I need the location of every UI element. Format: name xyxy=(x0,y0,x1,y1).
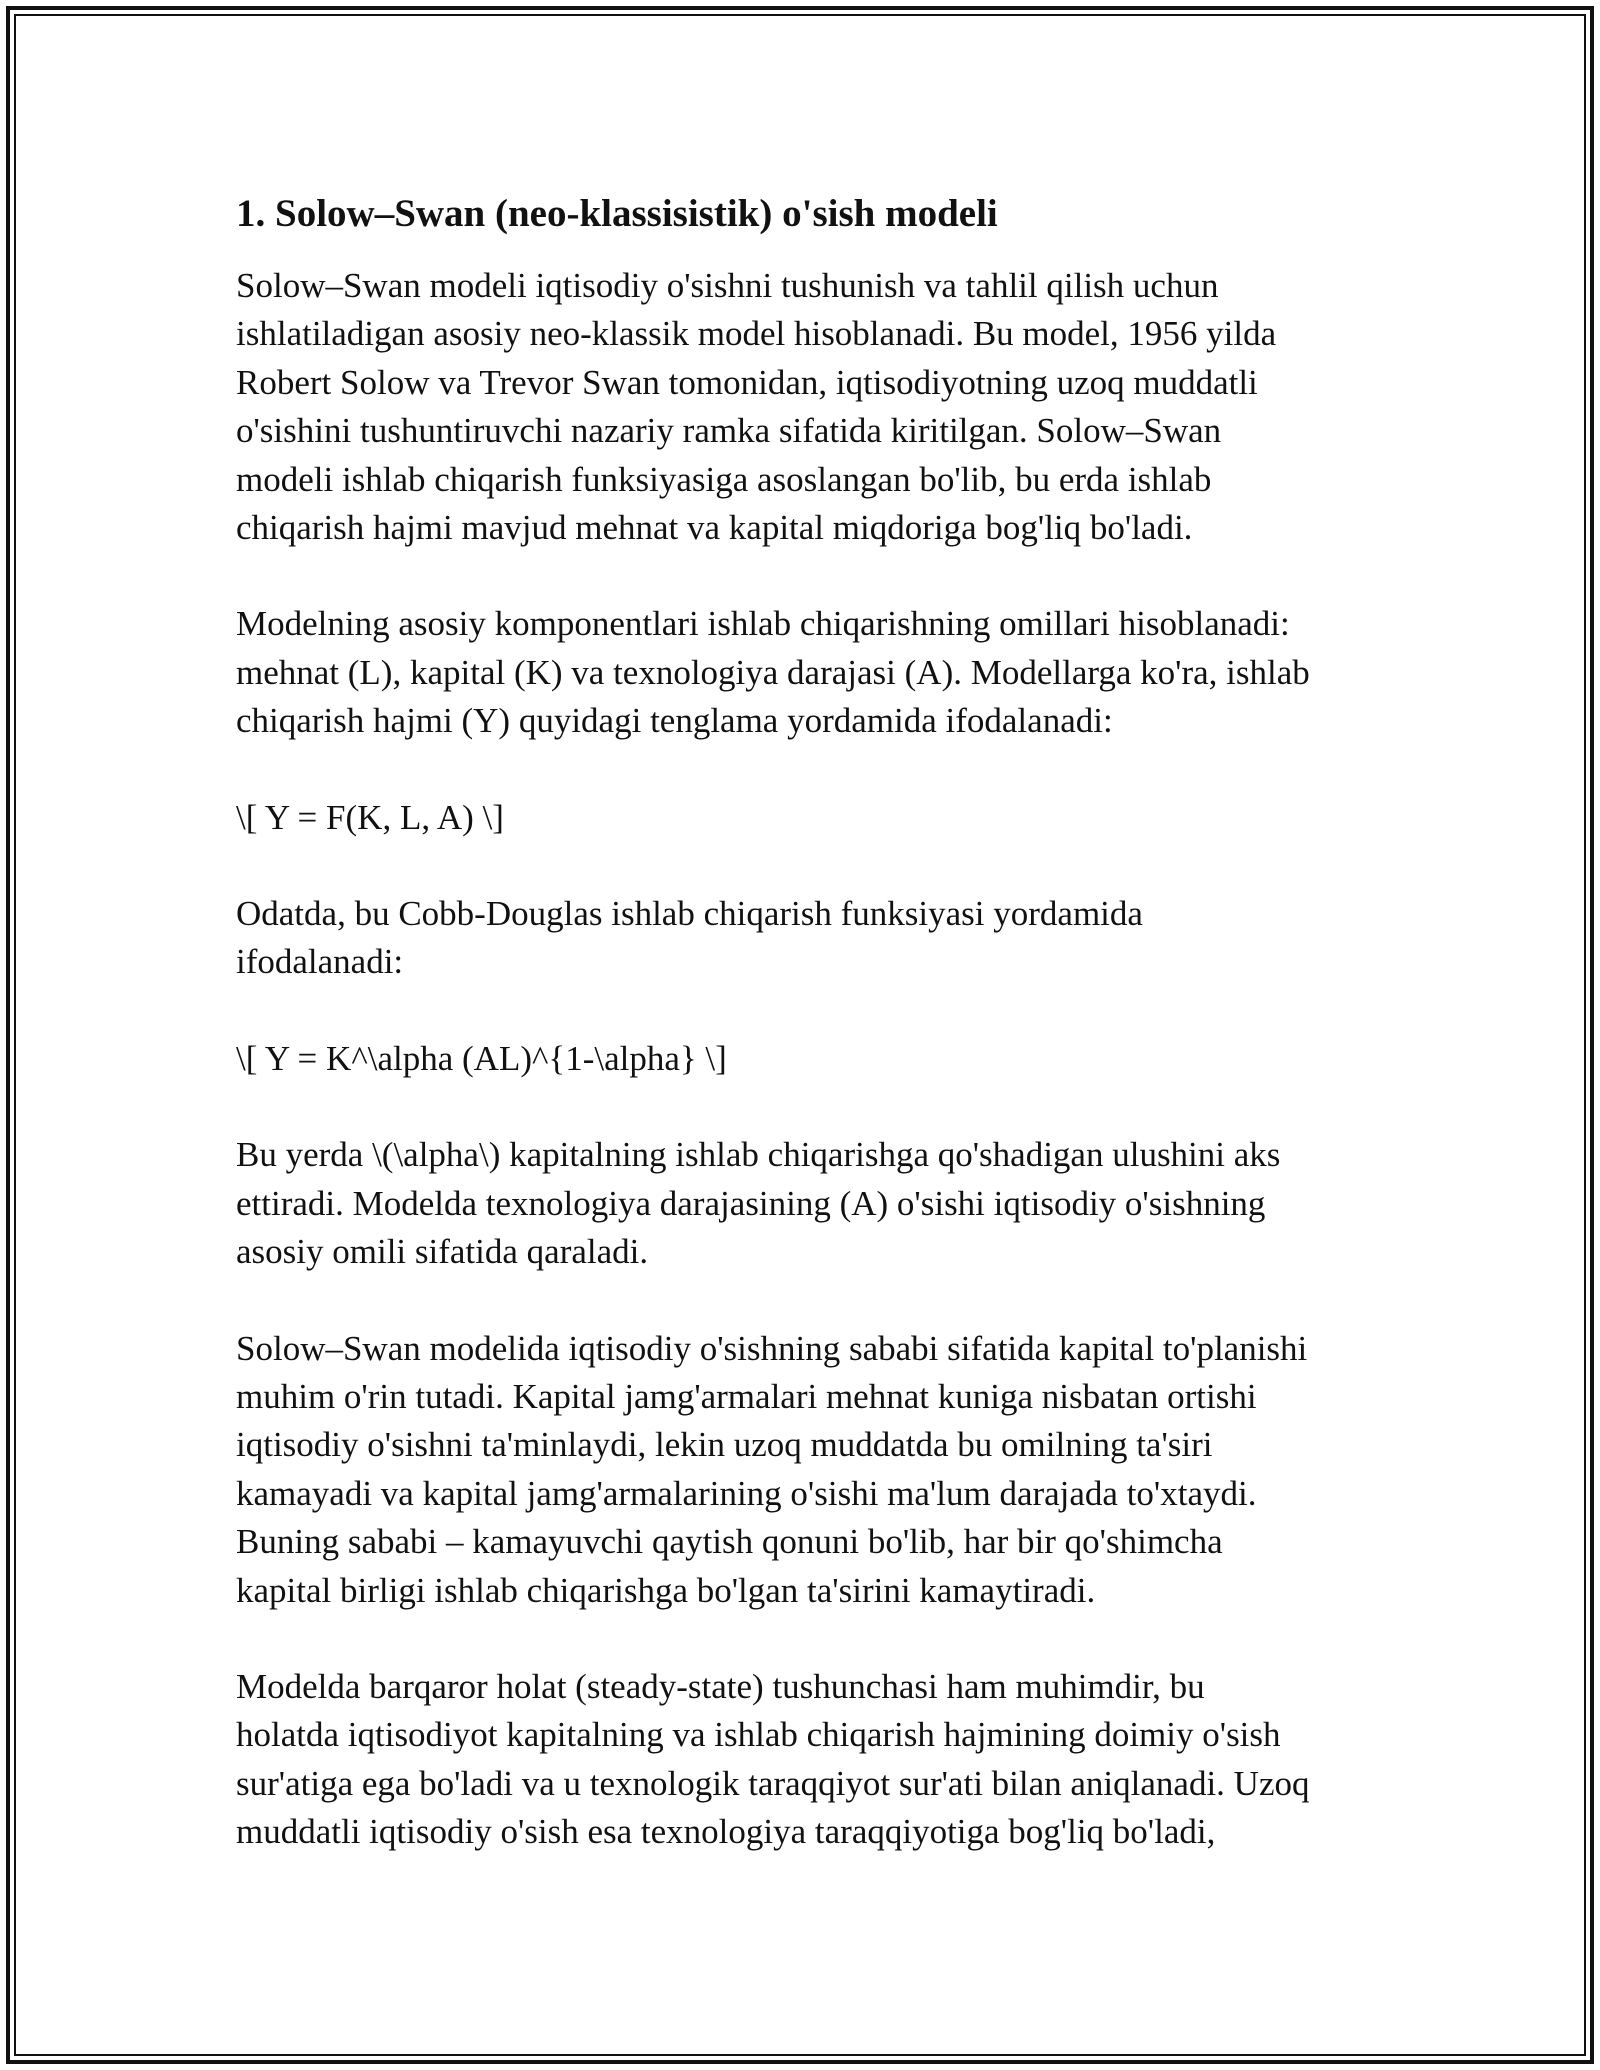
paragraph-steady-state: Modelda barqaror holat (steady-state) tushunchasi ham muhimdir, bu holatda iqtisodiyot kapitalning va ishlab chiqarish hajmining doimiy o'sish sur'atiga ega bo'ladi va u texnologik taraqqiyot sur'ati bilan aniqlanadi. Uzoq muddatli iqtisodiy o'sish esa texnologiya taraqqiyotiga bog'liq bo'ladi, xyxy=(236,1666,1310,1852)
document-body xyxy=(236,186,1366,1857)
paragraph-intro: Solow–Swan modeli iqtisodiy o'sishni tushunish va tahlil qilish uchun ishlatiladigan asosiy neo-klassik model hisoblanadi. Bu model, 1956 yilda Robert Solow va Trevor Swan tomonidan, iqtisodiyotning uzoq muddatli o'sishini tushuntiruvchi nazariy ramka sifatida kiritilgan. Solow–Swan modeli ishlab chiqarish funksiyasiga asoslangan bo'lib, bu erda ishlab chiqarish hajmi mavjud mehnat va kapital miqdoriga bog'liq bo'ladi. xyxy=(236,266,1277,548)
paragraph-cobb-douglas: Odatda, bu Cobb-Douglas ishlab chiqarish funksiyasi yordamida ifodalanadi: xyxy=(236,894,1143,982)
paragraph-components: Modelning asosiy komponentlari ishlab chiqarishning omillari hisoblanadi: mehnat (L), kapital (K) va texnologiya darajasi (A). Modellarga ko'ra, ishlab chiqarish hajmi (Y) quyidagi tenglama yordamida ifodalanadi: xyxy=(236,604,1310,741)
paragraph-alpha: Bu yerda \(\alpha\) kapitalning ishlab chiqarishga qo'shadigan ulushini aks ettiradi. Modelda texnologiya darajasining (A) o'sishi iqtisodiy o'sishning asosiy omili sifatida qaraladi. xyxy=(236,1135,1281,1272)
paragraph-capital-accumulation: Solow–Swan modelida iqtisodiy o'sishning sababi sifatida kapital to'planishi muhim o'rin tutadi. Kapital jamg'armalari mehnat kuniga nisbatan ortishi iqtisodiy o'sishni ta'minlaydi, lekin uzoq muddatda bu omilning ta'siri kamayadi va kapital jamg'armalarining o'sishi ma'lum darajada to'xtaydi. Buning sababi – kamayuvchi qaytish qonuni bo'lib, har bir qo'shimcha kapital birligi ishlab chiqarishga bo'lgan ta'sirini kamaytiradi. xyxy=(236,1328,1308,1610)
equation-production-function: \[ Y = F(K, L, A) \] xyxy=(236,797,504,837)
section-heading: 1. Solow–Swan (neo-klassisistik) o'sish modeli xyxy=(236,192,998,235)
equation-cobb-douglas: \[ Y = K^\alpha (AL)^{1-\alpha} \] xyxy=(236,1038,727,1078)
